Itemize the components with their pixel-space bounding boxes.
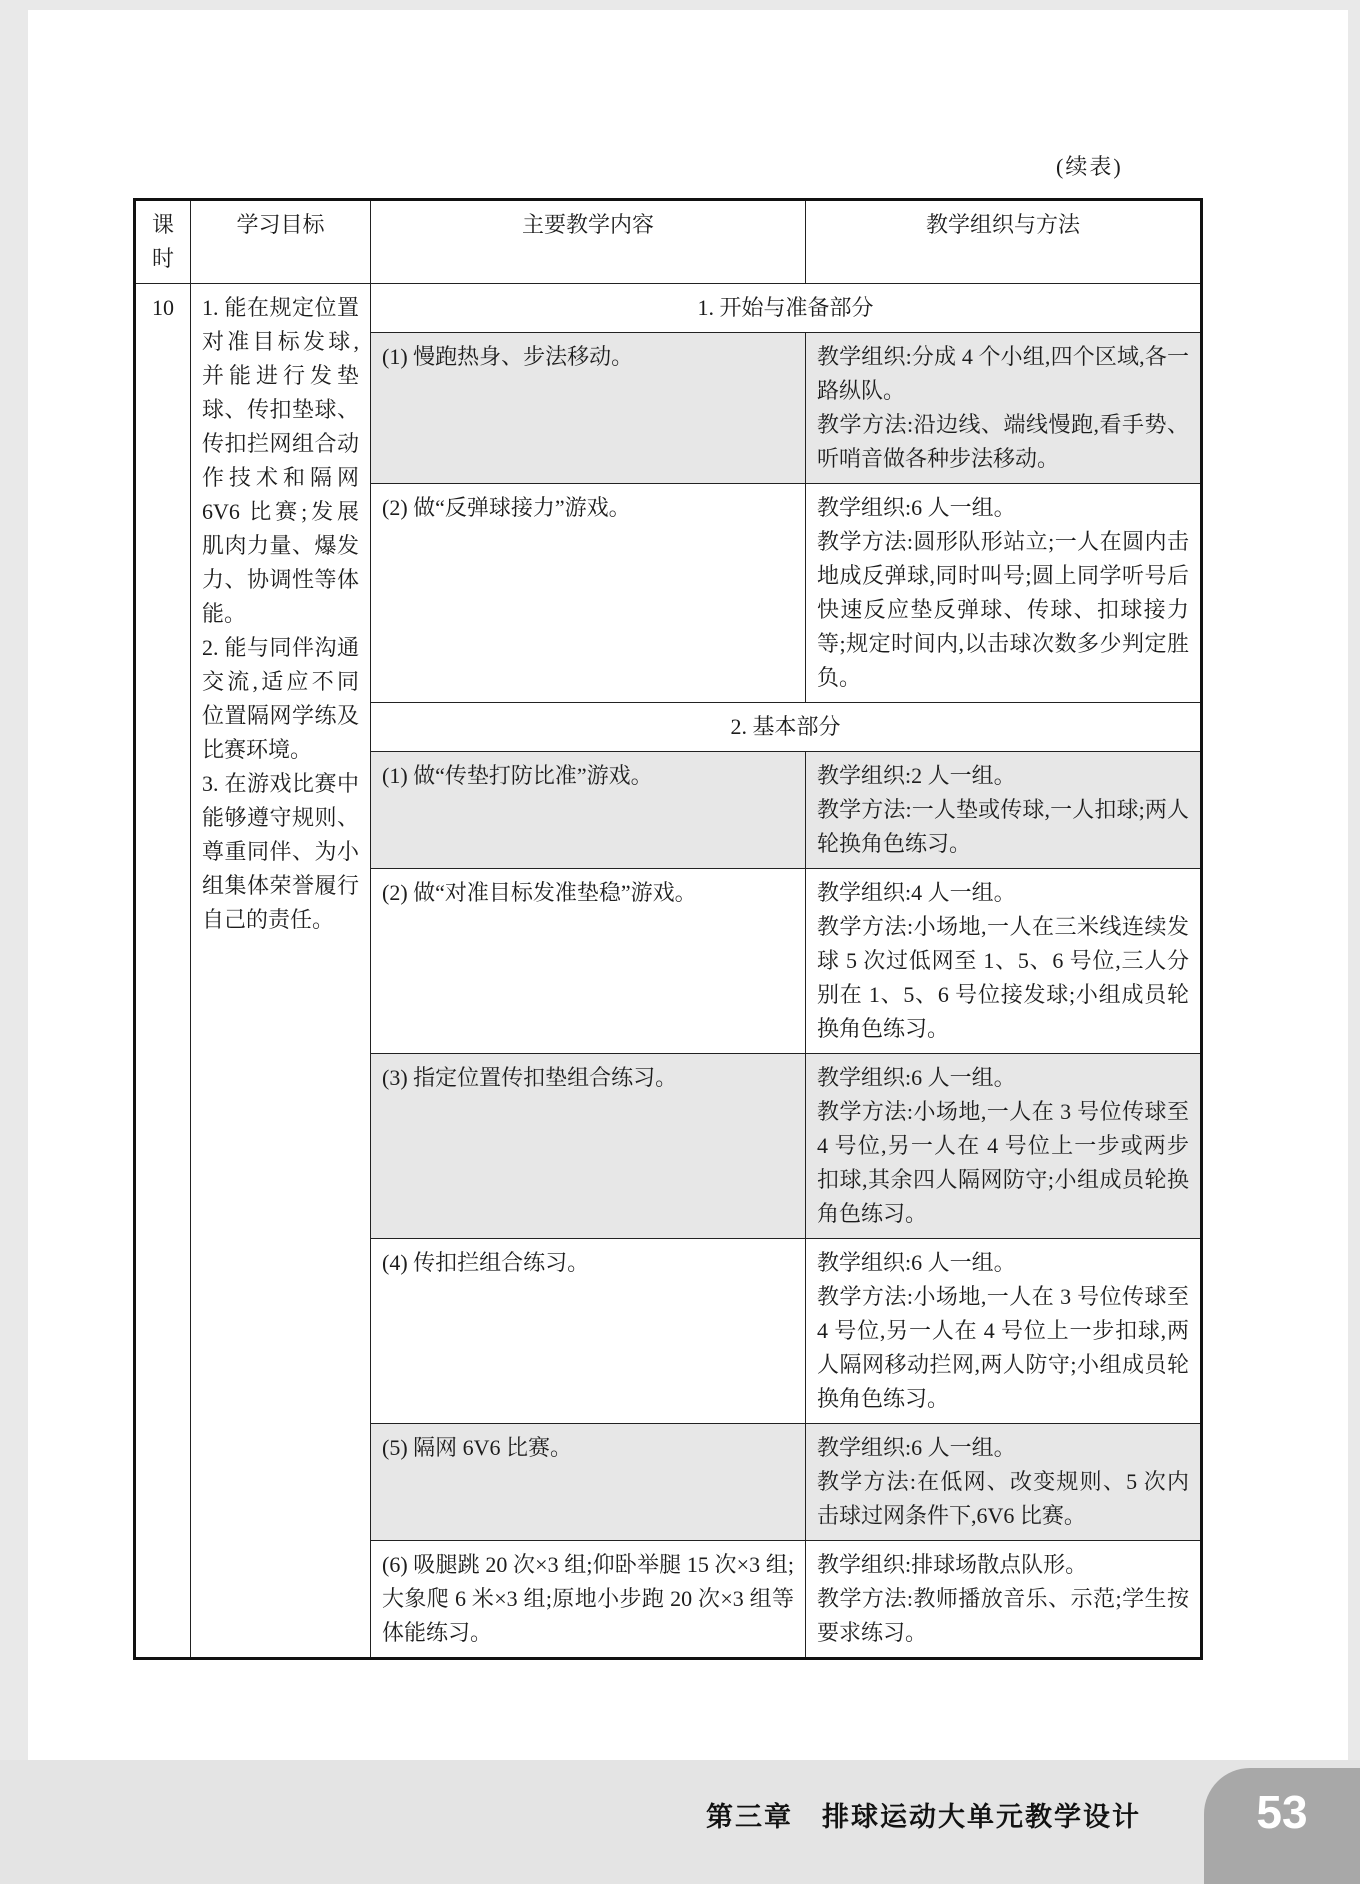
header-lesson-hours: 课时 (135, 200, 191, 284)
teaching-content-cell: (6) 吸腿跳 20 次×3 组;仰卧举腿 15 次×3 组;大象爬 6 米×3 组;原地小步跑 20 次×3 组等体能练习。 (371, 1541, 806, 1659)
lesson-table-body (135, 284, 1202, 1659)
teaching-content-cell: (4) 传扣拦组合练习。 (371, 1239, 806, 1424)
header-content: 主要教学内容 (371, 200, 806, 284)
section-title: 2. 基本部分 (371, 703, 1202, 752)
page-number: 53 (1256, 1786, 1308, 1838)
method-paragraph: 教学组织:6 人一组。 (817, 1065, 1016, 1090)
method-paragraph: 教学组织:2 人一组。 (817, 763, 1016, 788)
method-paragraph: 教学方法:小场地,一人在 3 号位传球至 4 号位,另一人在 4 号位上一步扣球,两人隔网移动拦网,两人防守;小组成员轮换角色练习。 (817, 1284, 1189, 1411)
method-paragraph: 教学方法:教师播放音乐、示范;学生按要求练习。 (817, 1586, 1189, 1645)
teaching-content-cell: (1) 慢跑热身、步法移动。 (371, 333, 806, 484)
teaching-content-cell: (2) 做“反弹球接力”游戏。 (371, 484, 806, 703)
organization-method-cell (806, 1054, 1202, 1239)
organization-method-cell (806, 752, 1202, 869)
table-header-row (135, 200, 1202, 284)
method-paragraph: 教学组织:分成 4 个小组,四个区域,各一路纵队。 (817, 344, 1189, 403)
method-paragraph: 教学组织:6 人一组。 (817, 1435, 1016, 1460)
objectives-cell (191, 284, 371, 1659)
organization-method-cell (806, 1239, 1202, 1424)
organization-method-cell (806, 1424, 1202, 1541)
footer-band (0, 1760, 1360, 1884)
method-paragraph: 教学组织:4 人一组。 (817, 880, 1016, 905)
teaching-content-cell: (5) 隔网 6V6 比赛。 (371, 1424, 806, 1541)
header-objectives: 学习目标 (191, 200, 371, 284)
method-paragraph: 教学组织:6 人一组。 (817, 1250, 1016, 1275)
teaching-content-cell: (3) 指定位置传扣垫组合练习。 (371, 1054, 806, 1239)
page-number-tab (1204, 1768, 1360, 1884)
lesson-hours-cell: 10 (135, 284, 191, 1659)
method-paragraph: 教学组织:6 人一组。 (817, 495, 1016, 520)
organization-method-cell (806, 1541, 1202, 1659)
continued-table-label: (续表) (1056, 154, 1123, 179)
organization-method-cell (806, 484, 1202, 703)
method-paragraph: 教学方法:沿边线、端线慢跑,看手势、听哨音做各种步法移动。 (817, 412, 1189, 471)
teaching-content-cell: (2) 做“对准目标发准垫稳”游戏。 (371, 869, 806, 1054)
header-method: 教学组织与方法 (806, 200, 1202, 284)
table-body-first-row (135, 284, 1202, 333)
section-title: 1. 开始与准备部分 (371, 284, 1202, 333)
method-paragraph: 教学方法:小场地,一人在 3 号位传球至 4 号位,另一人在 4 号位上一步或两步扣球,其余四人隔网防守;小组成员轮换角色练习。 (817, 1099, 1189, 1226)
objective-3: 3. 在游戏比赛中能够遵守规则、尊重同伴、为小组集体荣誉履行自己的责任。 (202, 771, 359, 932)
chapter-footer-title: 第三章 排球运动大单元教学设计 (706, 1802, 1141, 1832)
method-paragraph: 教学方法:小场地,一人在三米线连续发球 5 次过低网至 1、5、6 号位,三人分别在 1、5、6 号位接发球;小组成员轮换角色练习。 (817, 914, 1189, 1041)
lesson-plan-table (133, 198, 1203, 1660)
objective-2: 2. 能与同伴沟通交流,适应不同位置隔网学练及比赛环境。 (202, 635, 359, 762)
method-paragraph: 教学方法:一人垫或传球,一人扣球;两人轮换角色练习。 (817, 797, 1189, 856)
organization-method-cell (806, 333, 1202, 484)
method-paragraph: 教学组织:排球场散点队形。 (817, 1552, 1088, 1577)
teaching-content-cell: (1) 做“传垫打防比准”游戏。 (371, 752, 806, 869)
organization-method-cell (806, 869, 1202, 1054)
objective-1: 1. 能在规定位置对准目标发球,并能进行发垫球、传扣垫球、传扣拦网组合动作技术和隔网 6V6 比赛;发展肌肉力量、爆发力、协调性等体能。 (202, 295, 359, 626)
method-paragraph: 教学方法:圆形队形站立;一人在圆内击地成反弹球,同时叫号;圆上同学听号后快速反应垫反弹球、传球、扣球接力等;规定时间内,以击球次数多少判定胜负。 (817, 529, 1189, 690)
method-paragraph: 教学方法:在低网、改变规则、5 次内击球过网条件下,6V6 比赛。 (817, 1469, 1189, 1528)
